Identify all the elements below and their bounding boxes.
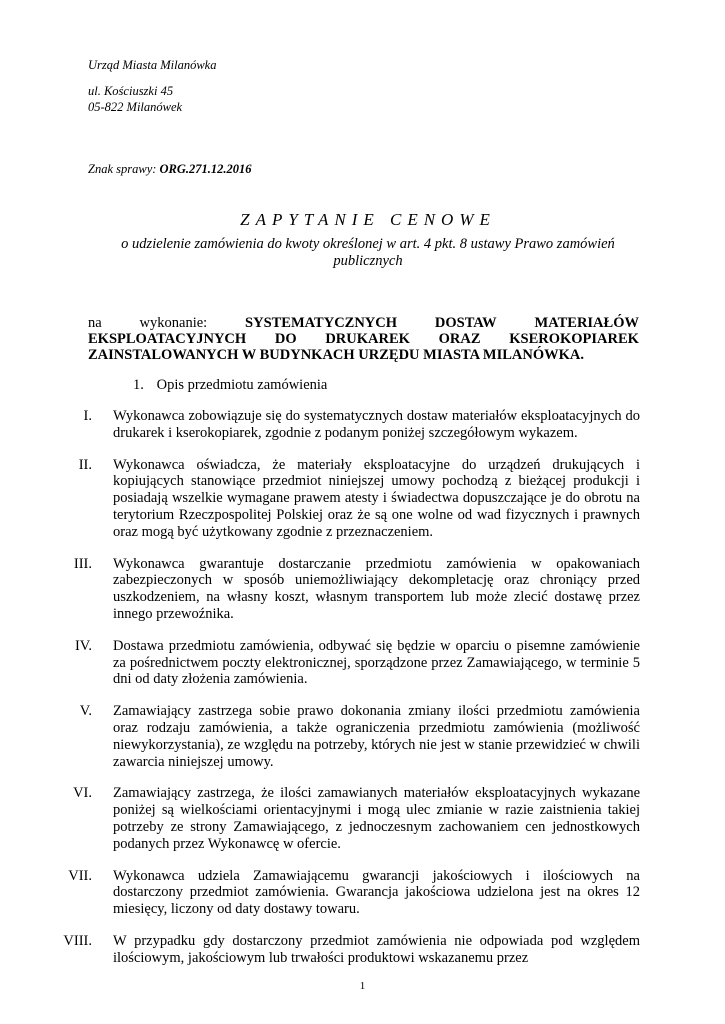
clause-number: II. xyxy=(78,456,92,473)
clause-number: IV. xyxy=(74,637,92,654)
scope-word: DO xyxy=(274,331,297,347)
case-reference-label: Znak sprawy: xyxy=(88,162,160,176)
clause-text: Wykonawca gwarantuje dostarczanie przedmiotu zamówienia w opakowaniach zabezpieczonych w sposób uniemożliwiający dekompletację oraz chroniący przed uszkodzeniem, na własny koszt, własnym transportem lub może zlecić dostawę przez innego przewoźnika. xyxy=(113,555,640,622)
clause-item xyxy=(60,868,640,918)
clause-item xyxy=(60,638,640,688)
scope-word: na xyxy=(88,315,102,331)
clause-item xyxy=(60,408,640,442)
clause-number: VI. xyxy=(73,785,92,802)
clause-number: VII. xyxy=(68,867,92,884)
clause-number: I. xyxy=(83,408,92,424)
scope-word: MATERIAŁÓW xyxy=(534,315,639,331)
scope-word: KSEROKOPIAREK xyxy=(509,331,639,347)
clause-item xyxy=(60,703,640,770)
scope-word: DOSTAW xyxy=(434,315,497,331)
clause-text: Dostawa przedmiotu zamówienia, odbywać się będzie w oparciu o pisemne zamówienie za pośrednictwem poczty elektronicznej, sporządzone przez Zamawiającego, w terminie 5 dni od daty złożenia zamówienia. xyxy=(113,637,640,688)
page-number: 1 xyxy=(359,980,366,992)
clause-list xyxy=(60,408,640,982)
case-reference-number: ORG.271.12.2016 xyxy=(159,162,252,176)
clause-text: Wykonawca oświadcza, że materiały eksploatacyjne do urządzeń drukujących i kopiujących stanowiące przedmiot niniejszej umowy pochodzą z bieżącej produkcji i posiadają wszelkie wymagane prawem atesty i świadectwa dopuszczające je do obrotu na terytorium Rzeczpospolitej Polskiej oraz że są one wolne od wad fizycznych i prawnych oraz mogą być użytkowany zgodnie z przeznaczeniem. xyxy=(113,456,640,540)
case-reference xyxy=(88,162,252,177)
clause-item xyxy=(60,785,640,852)
section-number: 1. xyxy=(133,377,144,393)
section-title: Opis przedmiotu zamówienia xyxy=(156,377,328,393)
office-street: ul. Kościuszki 45 xyxy=(88,84,174,98)
section-heading xyxy=(133,377,327,394)
clause-text: Wykonawca udziela Zamawiającemu gwarancji jakościowych i ilościowych na dostarczony przedmiot zamówienia. Gwarancja jakościowa udzielona jest na okres 12 miesięcy, liczony od daty dostawy towaru. xyxy=(113,867,640,918)
scope-line-3: ZAINSTALOWANYCH W BUDYNKACH URZĘDU MIASTA MILANÓWKA. xyxy=(88,347,585,363)
scope-word: EKSPLOATACYJNYCH xyxy=(88,331,247,347)
scope-word: ORAZ xyxy=(438,331,481,347)
office-city: 05-822 Milanówek xyxy=(88,100,183,114)
document-subtitle: o udzielenie zamówienia do kwoty określonej w art. 4 pkt. 8 ustawy Prawo zamówień publicznych xyxy=(121,236,615,269)
clause-text: Zamawiający zastrzega, że ilości zamawianych materiałów eksploatacyjnych wykazane poniżej są wielkościami orientacyjnymi i mogą ulec zmianie w razie zaistnienia takiej potrzeby ze strony Zamawiającego, z jednoczesnym zachowaniem cen jednostkowych podanych przez Wykonawcę w ofercie. xyxy=(113,785,640,852)
clause-text: W przypadku gdy dostarczony przedmiot zamówienia nie odpowiada pod względem ilościowym, jakościowym lub trwałości produktowi wskazanemu przez xyxy=(113,932,640,966)
clause-item xyxy=(60,457,640,541)
scope-word: wykonanie: xyxy=(139,315,208,331)
clause-text: Zamawiający zastrzega sobie prawo dokonania zmiany ilości przedmiotu zamówienia oraz rodzaju zamówienia, a także ograniczenia przedmiotu zamówienia (możliwość niewykorzystania), ze względu na potrzeby, których nie jest w stanie przewidzieć w chwili zawarcia niniejszej umowy. xyxy=(113,703,640,770)
clause-number: VIII. xyxy=(63,932,92,949)
scope-line-1 xyxy=(88,315,639,331)
scope-paragraph xyxy=(88,315,639,363)
clause-number: V. xyxy=(79,703,92,720)
clause-item xyxy=(60,933,640,967)
office-name: Urząd Miasta Milanówka xyxy=(88,58,217,72)
scope-line-2 xyxy=(88,331,639,347)
clause-number: III. xyxy=(73,555,92,572)
document-title: ZAPYTANIE CENOWE xyxy=(240,210,496,229)
clause-text: Wykonawca zobowiązuje się do systematycznych dostaw materiałów eksploatacyjnych do drukarek i kserokopiarek, zgodnie z podanym poniżej szczegółowym wykazem. xyxy=(113,408,640,441)
clause-item xyxy=(60,556,640,623)
scope-word: DRUKAREK xyxy=(325,331,410,347)
scope-word: SYSTEMATYCZNYCH xyxy=(245,315,398,331)
